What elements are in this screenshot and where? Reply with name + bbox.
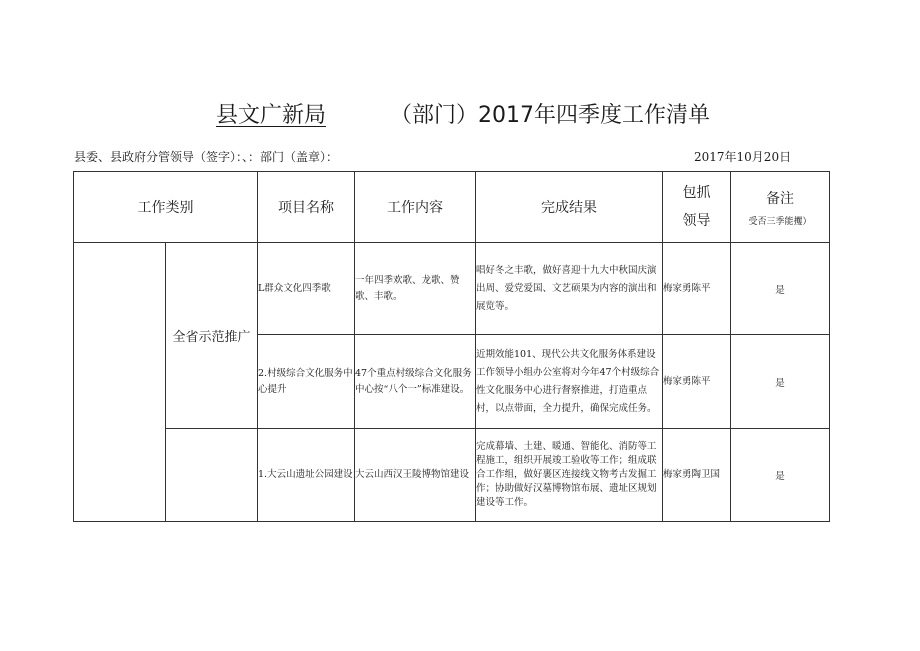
document-date: 2017年10月20日 (694, 150, 792, 164)
row3-remark: 是 (731, 429, 830, 522)
row3-category-sub (166, 429, 258, 522)
row3-project: 1.大云山遗址公园建设 (258, 429, 355, 522)
row2-content: 47个重点村级综合文化服务中心按“八个一”标准建设。 (355, 335, 476, 429)
row1-result: 唱好冬之丰歌，做好喜迎十九大中秋国庆演出周、爱党爱国、文艺硕果为内容的演出和展览等。 (476, 243, 663, 335)
work-list-table (73, 171, 830, 522)
table-header-row (74, 172, 830, 243)
header-category: 工作类别 (74, 172, 258, 243)
row2-remark: 是 (731, 335, 830, 429)
header-project: 项目名称 (258, 172, 355, 243)
header-remark-sub: 受否三季能攫） (748, 216, 812, 227)
header-content: 工作内容 (355, 172, 476, 243)
header-result: 完成结果 (476, 172, 663, 243)
row1-remark: 是 (731, 243, 830, 335)
title-text: （部门）2017年四季度工作清单 (390, 103, 710, 128)
row3-content: 大云山西汉王陵博物馆建设 (355, 429, 476, 522)
document-title (0, 96, 920, 132)
row3-result: 完成幕墙、土建、暖通、智能化、消防等工程施工，组织开展竣工验收等工作；组成联合工作组，做好裹区连接线文物考古发掘工作；协助做好汉墓博物馆布展、遗址区规划建设等工作。 (476, 429, 663, 522)
category-sub-cell: 全省示范推广 (166, 243, 258, 429)
header-lead-line2: 领导 (682, 213, 711, 229)
header-lead (663, 172, 731, 243)
row2-project: 2.村级综合文化服务中心提升 (258, 335, 355, 429)
row1-project: L群众文化四季歌 (258, 243, 355, 335)
table-row (74, 429, 830, 522)
row1-content: 一年四季欢歌、龙歌、赞歌、丰歌。 (355, 243, 476, 335)
header-remark (731, 172, 830, 243)
row1-lead: 梅家勇陈平 (663, 243, 731, 335)
category-main-cell (74, 243, 166, 522)
header-lead-line1: 包抓 (682, 185, 711, 201)
table-row (74, 243, 830, 335)
row3-lead: 梅家勇陶卫国 (663, 429, 731, 522)
title-organization: 县文广新局 (216, 103, 327, 128)
row2-result: 近期效能101、现代公共文化服务体系建设工作领导小组办公室将对今年47个村级综合性文化服务中心进行督察推进，打造重点村，以点带面，全力提升，确保完成任务。 (476, 335, 663, 429)
row2-lead: 梅家勇陈平 (663, 335, 731, 429)
header-remark-label: 备注 (766, 190, 794, 207)
signature-line: 县委、县政府分管领导（签字）：、：部门（盖章）： (74, 150, 339, 164)
